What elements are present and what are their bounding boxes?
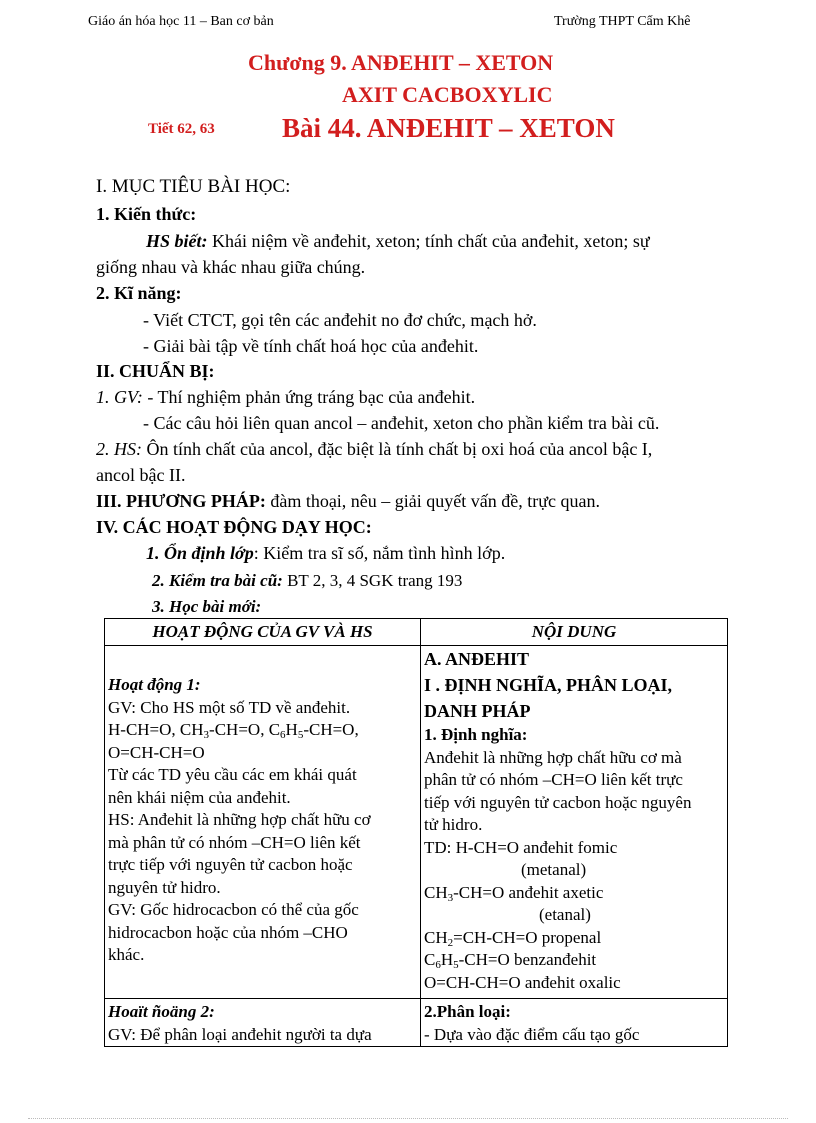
formula-sub: 2 xyxy=(447,936,454,949)
activity-1-line: GV: Gốc hidrocacbon có thể của gốc xyxy=(108,900,359,919)
activity-1-line: nên khái niệm của anđehit. xyxy=(108,787,291,807)
activity-1-cell xyxy=(105,646,421,999)
skill-item-2: - Giải bài tập về tính chất hoá học của anđehit. xyxy=(143,336,479,356)
formula-part: -CH=O anđehit axetic xyxy=(453,882,604,902)
step1-text: : Kiểm tra sĩ số, nắm tình hình lớp. xyxy=(253,543,506,563)
formula-sub: 6 xyxy=(280,729,286,741)
lesson-title: Bài 44. ANĐEHIT – XETON xyxy=(282,113,615,143)
hs-text: Ôn tính chất của ancol, đặc biệt là tính chất bị oxi hoá của ancol bậc I, xyxy=(142,439,653,459)
step2-label: 2. Kiểm tra bài cũ: xyxy=(152,571,283,590)
activity-1-formulas xyxy=(108,719,417,742)
method-text: đàm thoại, nêu – giải quyết vấn đề, trực quan. xyxy=(265,491,600,511)
gv-label: 1. GV: xyxy=(96,387,143,407)
activity-1-line: O=CH-CH=O xyxy=(108,742,205,762)
section-objectives: I. MỤC TIÊU BÀI HỌC: xyxy=(96,176,291,197)
example-line: O=CH-CH=O anđehit oxalic xyxy=(424,972,621,992)
formula-sub: 6 xyxy=(435,959,441,971)
formula-part: CH xyxy=(424,882,448,902)
definition-title: 1. Định nghĩa: xyxy=(424,725,528,744)
hs-biet-text: Khái niệm về anđehit, xeton; tính chất của anđehit, xeton; sự xyxy=(207,231,650,251)
activity-table xyxy=(104,618,728,1047)
definition-line: phân tử có nhóm –CH=O liên kết trực xyxy=(424,770,683,789)
activity-1-line: khác. xyxy=(108,945,145,964)
table-row xyxy=(105,999,728,1047)
knowledge-text xyxy=(146,230,650,253)
example-line: (etanal) xyxy=(539,905,591,924)
hs-biet-label: HS biết: xyxy=(146,231,208,251)
section-activities: IV. CÁC HOẠT ĐỘNG DẠY HỌC: xyxy=(96,517,372,537)
table-header-content: NỘI DUNG xyxy=(421,619,728,646)
lesson-label: Tiết 62, 63 xyxy=(148,121,215,137)
example-line xyxy=(424,927,724,950)
formula-part: -CH=O benzanđehit xyxy=(458,950,597,969)
activity-1-line: GV: Cho HS một số TD về anđehit. xyxy=(108,697,351,717)
definition-line: Anđehit là những hợp chất hữu cơ mà xyxy=(424,747,682,767)
classification-title: 2.Phân loại: xyxy=(424,1002,511,1021)
activity-1-line: Từ các TD yêu cầu các em khái quát xyxy=(108,765,357,784)
gv-prep-2: - Các câu hỏi liên quan ancol – anđehit, xeton cho phần kiểm tra bài cũ. xyxy=(143,413,660,433)
formula-part: H-CH=O, CH xyxy=(108,720,204,739)
table-row xyxy=(105,646,728,999)
chapter-title-line2: AXIT CACBOXYLIC xyxy=(342,82,553,107)
formula-part: CH xyxy=(424,927,448,947)
classification-line: - Dựa vào đặc điểm cấu tạo gốc xyxy=(424,1024,640,1044)
formula-part: -CH=O, xyxy=(303,720,359,739)
section-knowledge: 1. Kiến thức: xyxy=(96,204,197,224)
content-2-cell xyxy=(421,999,728,1047)
section-preparation: II. CHUẨN BỊ: xyxy=(96,361,215,381)
activity-2-title: Hoaït ñoäng 2: xyxy=(108,1002,215,1021)
example-line xyxy=(424,882,724,905)
activity-1-line: HS: Anđehit là những hợp chất hữu cơ xyxy=(108,810,371,829)
formula-sub: 3 xyxy=(447,891,454,904)
step1-label: 1. Ổn định lớp xyxy=(146,543,254,563)
chapter-title-line1: Chương 9. ANĐEHIT – XETON xyxy=(248,50,554,75)
gv-prep xyxy=(96,386,475,409)
section-skills: 2. Kĩ năng: xyxy=(96,283,182,303)
formula-part: H xyxy=(440,950,454,969)
content-heading-2: DANH PHÁP xyxy=(424,701,531,721)
step-3 xyxy=(152,595,261,618)
step3-label: 3. Học bài mới: xyxy=(152,597,262,616)
method-label: III. PHƯƠNG PHÁP: xyxy=(96,491,266,511)
content-heading-1: I . ĐỊNH NGHĨA, PHÂN LOẠI, xyxy=(424,675,673,695)
hs-label: 2. HS: xyxy=(96,439,142,459)
step2-text: BT 2, 3, 4 SGK trang 193 xyxy=(282,571,463,590)
hs-prep-2: ancol bậc II. xyxy=(96,465,186,485)
page-bottom-divider xyxy=(28,1118,788,1119)
content-1-cell xyxy=(421,646,728,999)
formula-part: =CH-CH=O propenal xyxy=(453,927,602,947)
gv-text: - Thí nghiệm phản ứng tráng bạc của anđehit. xyxy=(142,387,476,407)
activity-2-cell xyxy=(105,999,421,1047)
activity-1-line: trực tiếp với nguyên tử cacbon hoặc xyxy=(108,855,353,874)
hs-prep xyxy=(96,438,652,461)
activity-1-line: hidrocacbon hoặc của nhóm –CHO xyxy=(108,922,348,942)
activity-1-line: nguyên tử hidro. xyxy=(108,877,221,897)
step-1 xyxy=(146,542,505,565)
skill-item-1: - Viết CTCT, gọi tên các anđehit no đơ chức, mạch hở. xyxy=(143,310,537,330)
step-2 xyxy=(152,569,462,592)
formula-part: -CH=O, C xyxy=(209,720,281,739)
activity-1-title: Hoạt động 1: xyxy=(108,675,201,694)
content-section-a: A. ANĐEHIT xyxy=(424,649,530,669)
example-line: (metanal) xyxy=(521,860,587,879)
formula-sub: 5 xyxy=(453,959,459,971)
formula-sub: 3 xyxy=(203,729,210,741)
activity-2-line: GV: Để phân loại anđehit người ta dựa xyxy=(108,1024,372,1044)
knowledge-text-cont: giống nhau và khác nhau giữa chúng. xyxy=(96,257,366,277)
definition-line: tử hidro. xyxy=(424,815,483,834)
example-line: TD: H-CH=O anđehit fomic xyxy=(424,837,618,857)
header-right: Trường THPT Cẩm Khê xyxy=(554,14,691,29)
example-line xyxy=(424,949,724,972)
formula-part: C xyxy=(424,950,436,969)
formula-part: H xyxy=(285,720,298,739)
formula-sub: 5 xyxy=(297,729,304,741)
table-header-activity: HOẠT ĐỘNG CỦA GV VÀ HS xyxy=(105,619,421,646)
table-header-row xyxy=(105,619,728,646)
section-method xyxy=(96,490,600,513)
definition-line: tiếp với nguyên tử cacbon hoặc nguyên xyxy=(424,792,692,812)
header-left: Giáo án hóa học 11 – Ban cơ bản xyxy=(88,14,274,29)
activity-1-line: mà phân tử có nhóm –CH=O liên kết xyxy=(108,832,361,852)
